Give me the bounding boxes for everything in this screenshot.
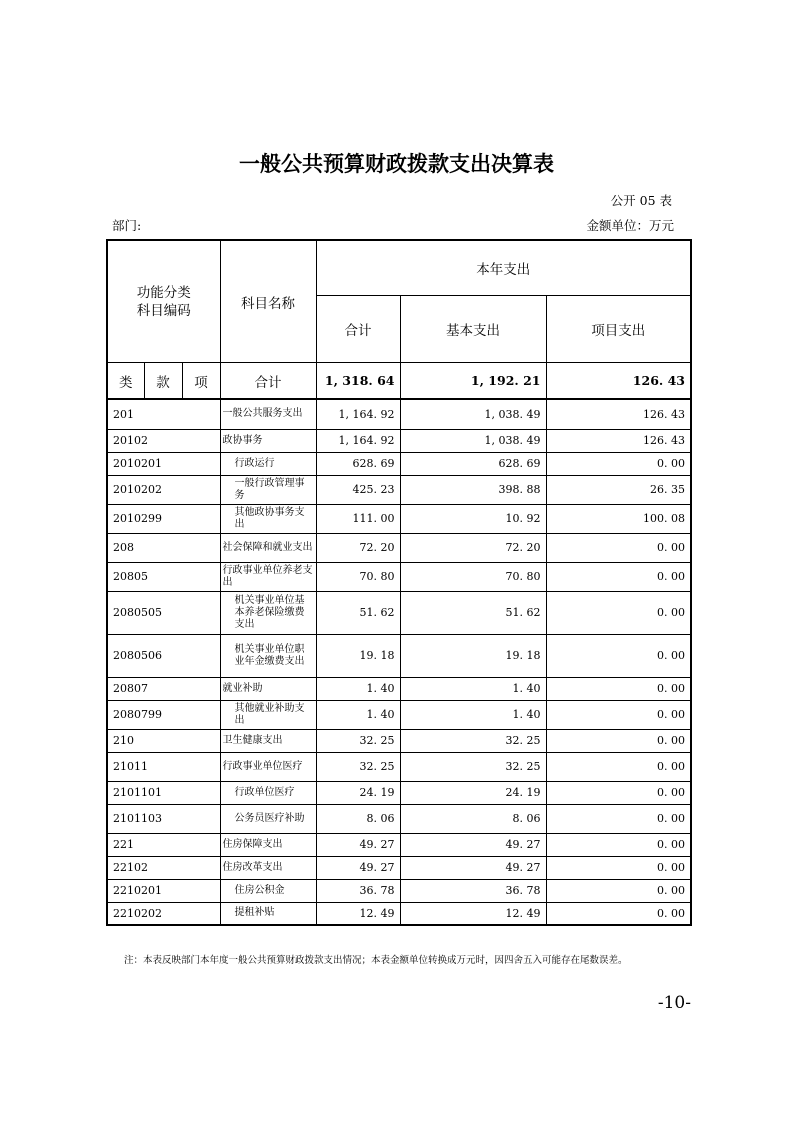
row-subject-name: 住房保障支出	[220, 833, 316, 856]
row-basic: 12. 49	[400, 902, 546, 925]
row-code: 20807	[107, 677, 220, 700]
row-code: 2210201	[107, 879, 220, 902]
form-number: 公开 05 表	[610, 193, 672, 208]
table-row	[107, 504, 691, 533]
row-total: 51. 62	[316, 591, 400, 634]
row-subject-name: 政协事务	[220, 429, 316, 452]
table-row	[107, 429, 691, 452]
header-total: 合计	[316, 296, 400, 363]
row-subject-name: 行政运行	[220, 452, 316, 475]
page-title: 一般公共预算财政拨款支出决算表	[239, 152, 554, 176]
row-basic: 8. 06	[400, 804, 546, 833]
row-code: 208	[107, 533, 220, 562]
row-project: 0. 00	[546, 804, 691, 833]
row-total: 1, 164. 92	[316, 429, 400, 452]
row-subject-name: 一般公共服务支出	[220, 399, 316, 429]
row-project: 0. 00	[546, 879, 691, 902]
row-subject-name: 机关事业单位职业年金缴费支出	[220, 634, 316, 677]
row-code: 2210202	[107, 902, 220, 925]
department-label: 部门:	[112, 218, 142, 233]
row-project: 0. 00	[546, 533, 691, 562]
row-total: 12. 49	[316, 902, 400, 925]
row-code: 2010202	[107, 475, 220, 504]
table-row	[107, 475, 691, 504]
row-subject-name: 行政事业单位医疗	[220, 752, 316, 781]
row-basic: 1. 40	[400, 700, 546, 729]
row-project: 0. 00	[546, 452, 691, 475]
row-project: 0. 00	[546, 856, 691, 879]
table-row	[107, 879, 691, 902]
row-project: 26. 35	[546, 475, 691, 504]
row-project: 0. 00	[546, 781, 691, 804]
table-row	[107, 399, 691, 429]
row-basic: 49. 27	[400, 833, 546, 856]
row-subject-name: 住房公积金	[220, 879, 316, 902]
total-label: 合计	[220, 363, 316, 400]
table-row	[107, 700, 691, 729]
row-project: 0. 00	[546, 562, 691, 591]
row-code: 22102	[107, 856, 220, 879]
table-row	[107, 804, 691, 833]
row-basic: 32. 25	[400, 752, 546, 781]
row-code: 201	[107, 399, 220, 429]
table-row	[107, 634, 691, 677]
table-row	[107, 856, 691, 879]
row-project: 0. 00	[546, 752, 691, 781]
row-total: 72. 20	[316, 533, 400, 562]
row-subject-name: 提租补贴	[220, 902, 316, 925]
row-basic: 398. 88	[400, 475, 546, 504]
row-total: 70. 80	[316, 562, 400, 591]
row-code: 21011	[107, 752, 220, 781]
row-total: 36. 78	[316, 879, 400, 902]
row-code: 210	[107, 729, 220, 752]
row-total: 32. 25	[316, 752, 400, 781]
row-basic: 32. 25	[400, 729, 546, 752]
footnote: 注：本表反映部门本年度一般公共预算财政拨款支出情况；本表金额单位转换成万元时，因四舍五入可能存在尾数误差。	[124, 955, 628, 966]
row-basic: 1, 038. 49	[400, 429, 546, 452]
row-code: 20805	[107, 562, 220, 591]
row-basic: 36. 78	[400, 879, 546, 902]
row-code: 221	[107, 833, 220, 856]
table-row	[107, 533, 691, 562]
row-total: 32. 25	[316, 729, 400, 752]
row-subject-name: 其他政协事务支出	[220, 504, 316, 533]
unit-label: 金额单位：万元	[586, 218, 674, 233]
row-code: 2010201	[107, 452, 220, 475]
row-code: 2080505	[107, 591, 220, 634]
row-project: 100. 08	[546, 504, 691, 533]
table-row	[107, 752, 691, 781]
header-basic: 基本支出	[400, 296, 546, 363]
header-project: 项目支出	[546, 296, 691, 363]
row-basic: 628. 69	[400, 452, 546, 475]
row-code: 2080799	[107, 700, 220, 729]
total-row	[107, 363, 691, 400]
row-subject-name: 一般行政管理事务	[220, 475, 316, 504]
row-project: 0. 00	[546, 634, 691, 677]
row-project: 126. 43	[546, 399, 691, 429]
row-total: 425. 23	[316, 475, 400, 504]
row-basic: 10. 92	[400, 504, 546, 533]
row-code: 20102	[107, 429, 220, 452]
expenditure-table	[106, 239, 692, 926]
row-subject-name: 公务员医疗补助	[220, 804, 316, 833]
header-function-code	[107, 240, 220, 363]
row-total: 628. 69	[316, 452, 400, 475]
row-project: 0. 00	[546, 700, 691, 729]
total-sum: 1, 318. 64	[316, 363, 400, 400]
table-row	[107, 781, 691, 804]
table-row	[107, 902, 691, 925]
row-basic: 51. 62	[400, 591, 546, 634]
table-row	[107, 729, 691, 752]
row-project: 0. 00	[546, 902, 691, 925]
row-total: 8. 06	[316, 804, 400, 833]
header-kuan: 款	[144, 363, 182, 400]
row-total: 111. 00	[316, 504, 400, 533]
row-total: 49. 27	[316, 856, 400, 879]
table-row	[107, 677, 691, 700]
header-lei: 类	[107, 363, 144, 400]
page-number: -10-	[657, 993, 691, 1013]
row-subject-name: 机关事业单位基本养老保险缴费支出	[220, 591, 316, 634]
row-subject-name: 行政单位医疗	[220, 781, 316, 804]
row-project: 0. 00	[546, 833, 691, 856]
table-row	[107, 452, 691, 475]
row-code: 2080506	[107, 634, 220, 677]
total-project: 126. 43	[546, 363, 691, 400]
row-subject-name: 社会保障和就业支出	[220, 533, 316, 562]
row-basic: 72. 20	[400, 533, 546, 562]
header-function-code-line1: 功能分类	[136, 284, 191, 301]
table-row	[107, 562, 691, 591]
total-basic: 1, 192. 21	[400, 363, 546, 400]
row-total: 19. 18	[316, 634, 400, 677]
row-total: 1. 40	[316, 677, 400, 700]
row-subject-name: 行政事业单位养老支出	[220, 562, 316, 591]
row-subject-name: 就业补助	[220, 677, 316, 700]
row-total: 1, 164. 92	[316, 399, 400, 429]
row-basic: 49. 27	[400, 856, 546, 879]
row-code: 2101103	[107, 804, 220, 833]
row-total: 1. 40	[316, 700, 400, 729]
row-basic: 19. 18	[400, 634, 546, 677]
header-function-code-line2: 科目编码	[136, 302, 191, 319]
row-basic: 1. 40	[400, 677, 546, 700]
row-total: 24. 19	[316, 781, 400, 804]
row-code: 2101101	[107, 781, 220, 804]
row-basic: 70. 80	[400, 562, 546, 591]
row-subject-name: 卫生健康支出	[220, 729, 316, 752]
row-subject-name: 其他就业补助支出	[220, 700, 316, 729]
table-row	[107, 833, 691, 856]
row-code: 2010299	[107, 504, 220, 533]
row-subject-name: 住房改革支出	[220, 856, 316, 879]
header-xiang: 项	[182, 363, 220, 400]
row-total: 49. 27	[316, 833, 400, 856]
header-current-year: 本年支出	[316, 240, 691, 296]
row-basic: 1, 038. 49	[400, 399, 546, 429]
table-row	[107, 591, 691, 634]
header-subject-name: 科目名称	[220, 240, 316, 363]
row-project: 0. 00	[546, 729, 691, 752]
row-project: 126. 43	[546, 429, 691, 452]
row-basic: 24. 19	[400, 781, 546, 804]
row-project: 0. 00	[546, 677, 691, 700]
row-project: 0. 00	[546, 591, 691, 634]
